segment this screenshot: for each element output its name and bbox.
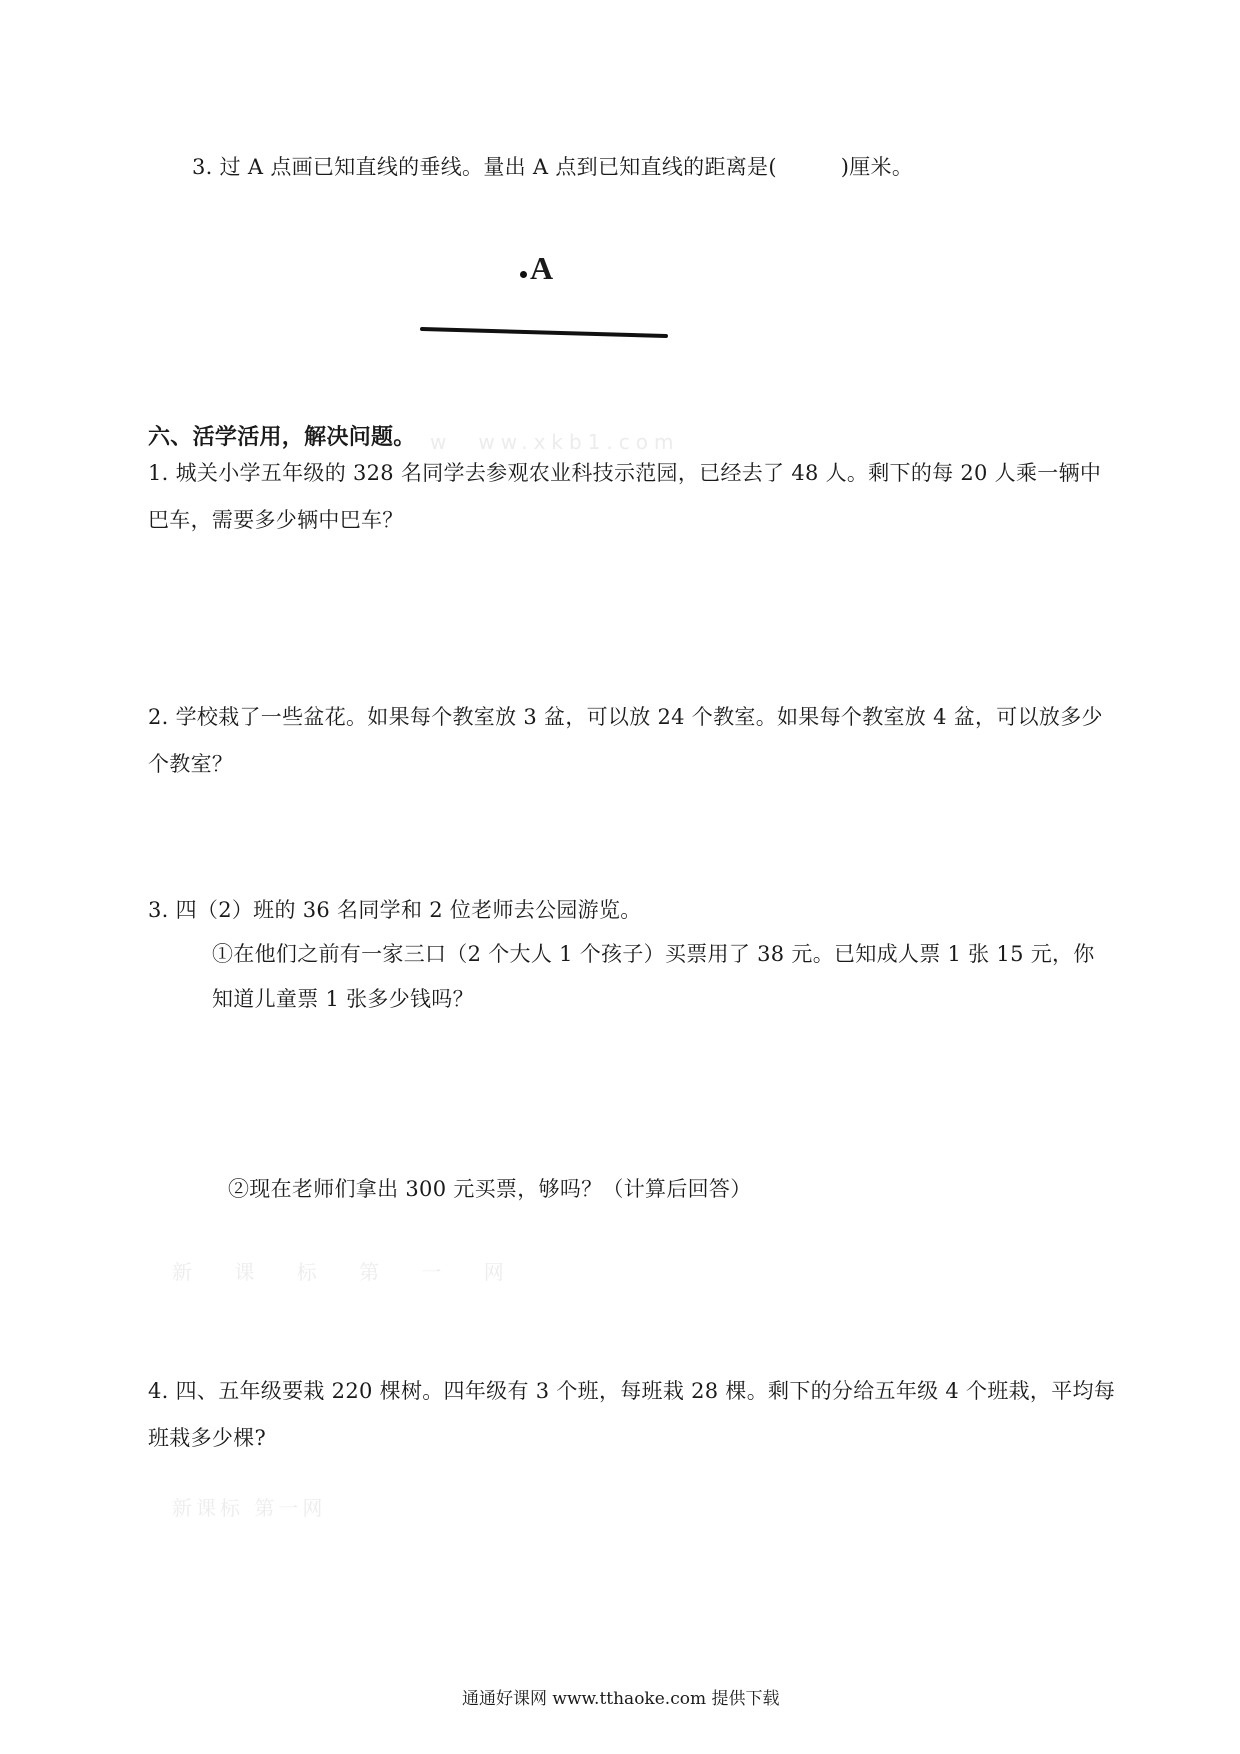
- watermark-bottom: 新课标 第一网: [172, 1496, 327, 1520]
- problem-4-line-2: 班栽多少棵?: [148, 1426, 267, 1450]
- page-footer: 通通好课网 www.tthaoke.com 提供下载: [462, 1689, 780, 1709]
- watermark-top: w ww.xkb1.com: [430, 430, 680, 454]
- problem-3-sub-1-line-2: 知道儿童票 1 张多少钱吗？: [212, 987, 474, 1011]
- figure-point-a: [520, 271, 527, 278]
- problem-3-sub-1-line-1: ①在他们之前有一家三口（2 个大人 1 个孩子）买票用了 38 元。已知成人票 1 张 15 元，你: [212, 942, 1095, 966]
- point-a-label: A: [530, 250, 554, 286]
- problem-3-sub-2: ②现在老师们拿出 300 元买票，够吗？（计算后回答）: [228, 1177, 752, 1201]
- problem-1-line-1: 1. 城关小学五年级的 328 名同学去参观农业科技示范园，已经去了 48 人。剩下的每 20 人乘一辆中: [148, 461, 1102, 485]
- problem-1-line-2: 巴车，需要多少辆中巴车？: [148, 508, 404, 532]
- problem-4-line-1: 4. 四、五年级要栽 220 棵树。四年级有 3 个班，每班栽 28 棵。剩下的分给五年级 4 个班栽，平均每: [148, 1379, 1116, 1403]
- question-3-draw: 3. 过 A 点画已知直线的垂线。量出 A 点到已知直线的距离是( )厘米。: [192, 155, 914, 179]
- watermark-middle: 新 课 标 第 一 网: [172, 1260, 522, 1284]
- problem-3-line-1: 3. 四（2）班的 36 名同学和 2 位老师去公园游览。: [148, 898, 642, 922]
- problem-2-line-2: 个教室？: [148, 752, 234, 776]
- problem-2-line-1: 2. 学校栽了一些盆花。如果每个教室放 3 盆，可以放 24 个教室。如果每个教室放 4 盆，可以放多少: [148, 705, 1103, 729]
- section-6-title: 六、活学活用，解决问题。: [148, 424, 416, 450]
- given-line: [420, 320, 670, 344]
